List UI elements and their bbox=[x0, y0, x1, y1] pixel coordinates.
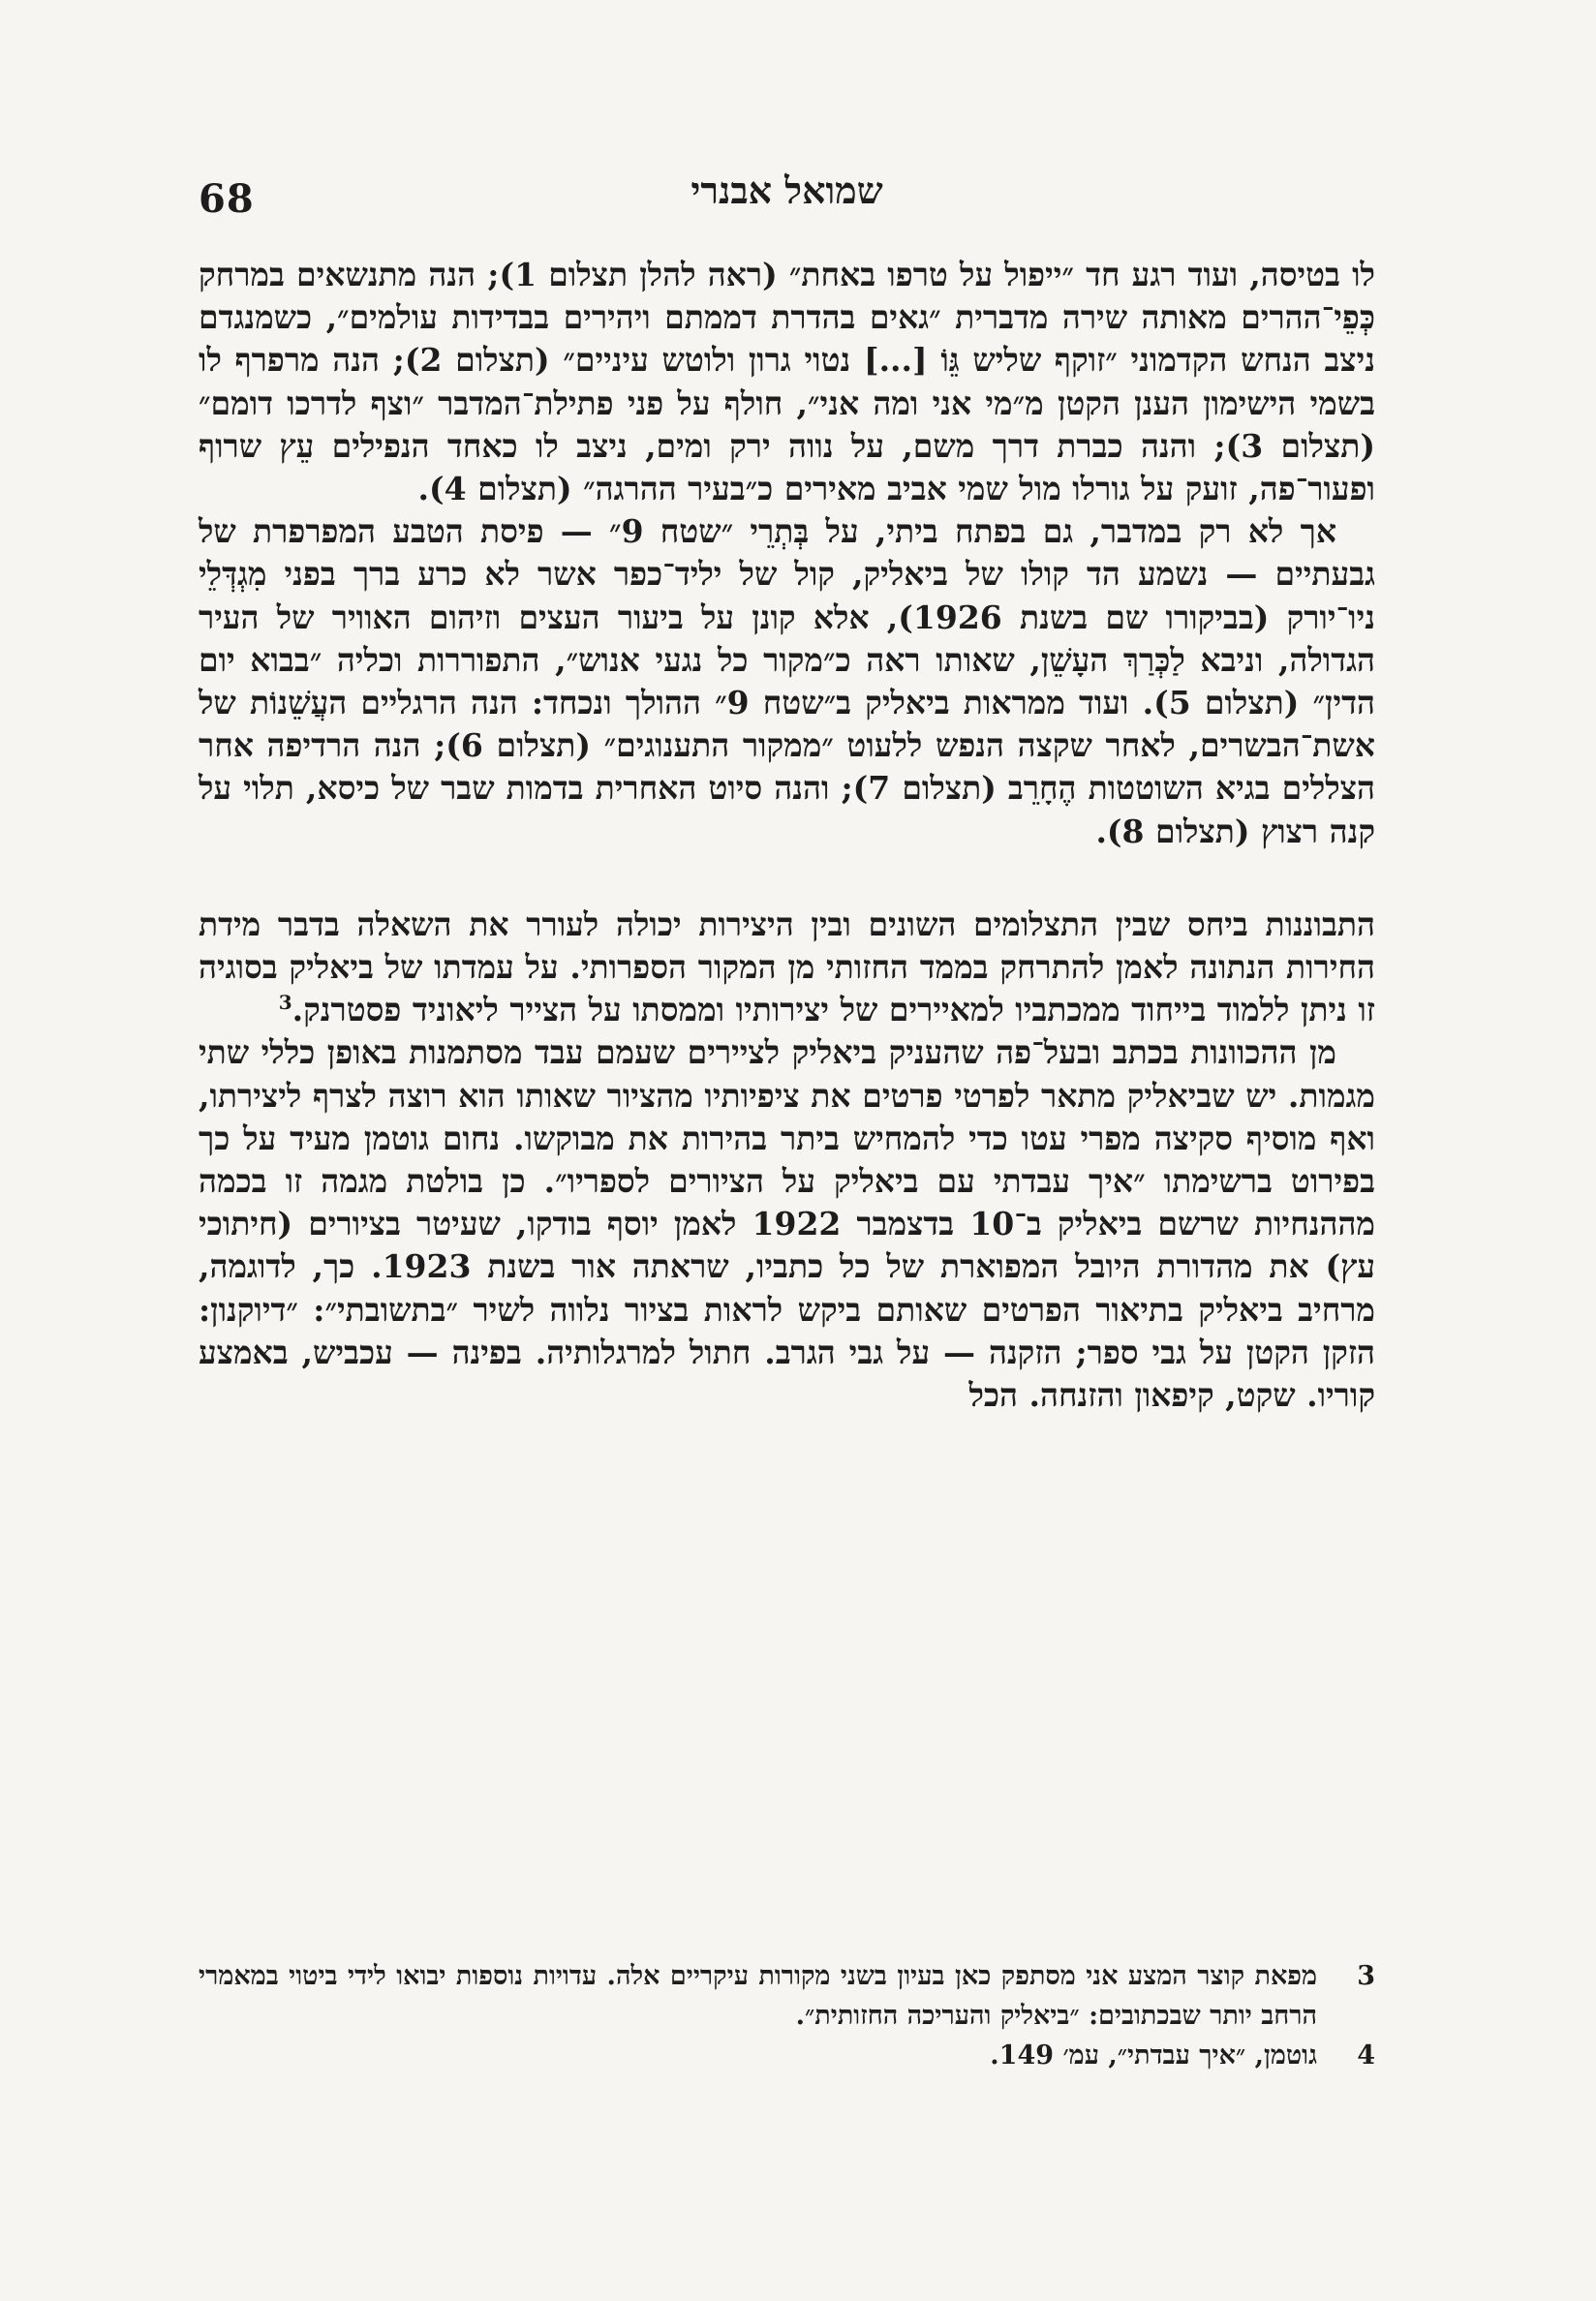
footnote-text: מפאת קוצר המצע אני מסתפק כאן בעיון בשני מקורות עיקריים אלה. עדויות נוספות יבואו לידי ביטוי במאמרי הרחב יותר שבכתובים: ״ביאליק והעריכה החזותית״. bbox=[199, 1961, 1317, 2031]
body-text bbox=[199, 254, 1375, 1417]
paragraph-4: מן ההכוונות בכתב ובעל־פה שהעניק ביאליק לציירים שעמם עבד מסתמנות באופן כללי שתי מגמות. יש שביאליק מתאר לפרטי פרטים את ציפיותיו מהציור שאותו הוא רוצה לצרף ליצירתו, ואף מוסיף סקיצה מפרי עטו כדי להמחיש ביתר בהירות את מבוקשו. נחום גוטמן מעיד על כך בפירוט ברשימתו ״איך עבדתי עם ביאליק על הציורים לספריו״. כן בולטת מגמה זו בכמה מההנחיות שרשם ביאליק ב־10 בדצמבר 1922 לאמן יוסף בודקו, שעיטר בציורים (חיתוכי עץ) את מהדורת היובל המפוארת של כל כתביו, שראתה אור בשנת 1923. כך, לדוגמה, מרחיב ביאליק בתיאור הפרטים שאותם ביקש לראות בציור נלווה לשיר ״בתשובתי״: ״דיוקנון: הזקן הקטן על גבי ספר; הזקנה — על גבי הגרב. חתול למרגלותיה. בפינה — עכביש, באמצע קוריו. שקט, קיפאון והזנחה. הכל bbox=[199, 1033, 1375, 1415]
footnote-3 bbox=[199, 1956, 1375, 2036]
footnote-ref-3[interactable]: 3 bbox=[278, 991, 292, 1015]
footnote-number: 3 bbox=[1357, 1961, 1375, 1991]
paragraph-2: אך לא רק במדבר, גם בפתח ביתי, על בְּתְרֵי ״שטח 9״ — פיסת הטבע המפרפרת של גבעתיים — נשמע הד קולו של ביאליק, קול של יליד־כפר אשר לא כרע ברך בפני מִגְדְּלֵי ניו־יורק (בביקורו שם בשנת 1926), אלא קונן על ביעור העצים וזיהום האוויר של העיר הגדולה, וניבא לַכְּרַךְ העָשֵׁן, שאותו ראה כ״מקור כל נגעי אנוש״, התפוררות וכליה ״בבוא יום הדין״ (תצלום 5). ועוד ממראות ביאליק ב״שטח 9״ ההולך ונכחד: הנה הרגליים העֲשֵׁנוֹת של אשת־הבשרים, לאחר שקצה הנפש ללעוט ״ממקור התענוגים״ (תצלום 6); הנה הרדיפה אחר הצללים בגיא השוטטות הֶחָרֵב (תצלום 7); והנה סיוט האחרית בדמות שבר של כיסא, תלוי על קנה רצוץ (תצלום 8). bbox=[199, 512, 1375, 850]
page-header bbox=[199, 163, 1375, 221]
page-number: 68 bbox=[199, 176, 255, 222]
paragraph-3 bbox=[199, 904, 1375, 1032]
running-title: שמואל אבנרי bbox=[691, 169, 883, 212]
paragraph-1: לו בטיסה, ועוד רגע חד ״ייפול על טרפו באחת״ (ראה להלן תצלום 1); הנה מתנשאים במרחק כְּפֵי־ההרים מאותה שירה מדברית ״גאים בהדרת דממתם ויהירים בבדידות עולמים״, כשמנגדם ניצב הנחש הקדמוני ״זוקף שליש גֵּוֹ [...] נטוי גרון ולוטש עיניים״ (תצלום 2); הנה מרפרף לו בשמי הישימון הענן הקטן מ״מי אני ומה אני״, חולף על פני פתילת־המדבר ״וצף לדרכו דומם״ (תצלום 3); והנה כברת דרך משם, על נווה ירק ומים, ניצב לו כאחד הנפילים עֵץ שרוף ופעור־פה, זועק על גורלו מול שמי אביב מאירים כ״בעיר ההרגה״ (תצלום 4). bbox=[199, 256, 1375, 508]
footnote-number: 4 bbox=[1357, 2040, 1375, 2071]
footnote-4 bbox=[199, 2036, 1375, 2075]
footnotes bbox=[199, 1956, 1375, 2075]
footnote-text: גוטמן, ״איך עבדתי״, עמ׳ 149. bbox=[990, 2040, 1317, 2071]
paragraph-3-text: התבוננות ביחס שבין התצלומים השונים ובין היצירות יכולה לעורר את השאלה בדבר מידת החירות הנתונה לאמן להתרחק בממד החזותי מן המקור הספרותי. על עמדתו של ביאליק בסוגיה זו ניתן ללמוד בייחוד ממכתביו למאיירים של יצירותיו וממסתו על הצייר ליאוניד פסטרנק. bbox=[199, 905, 1375, 1029]
